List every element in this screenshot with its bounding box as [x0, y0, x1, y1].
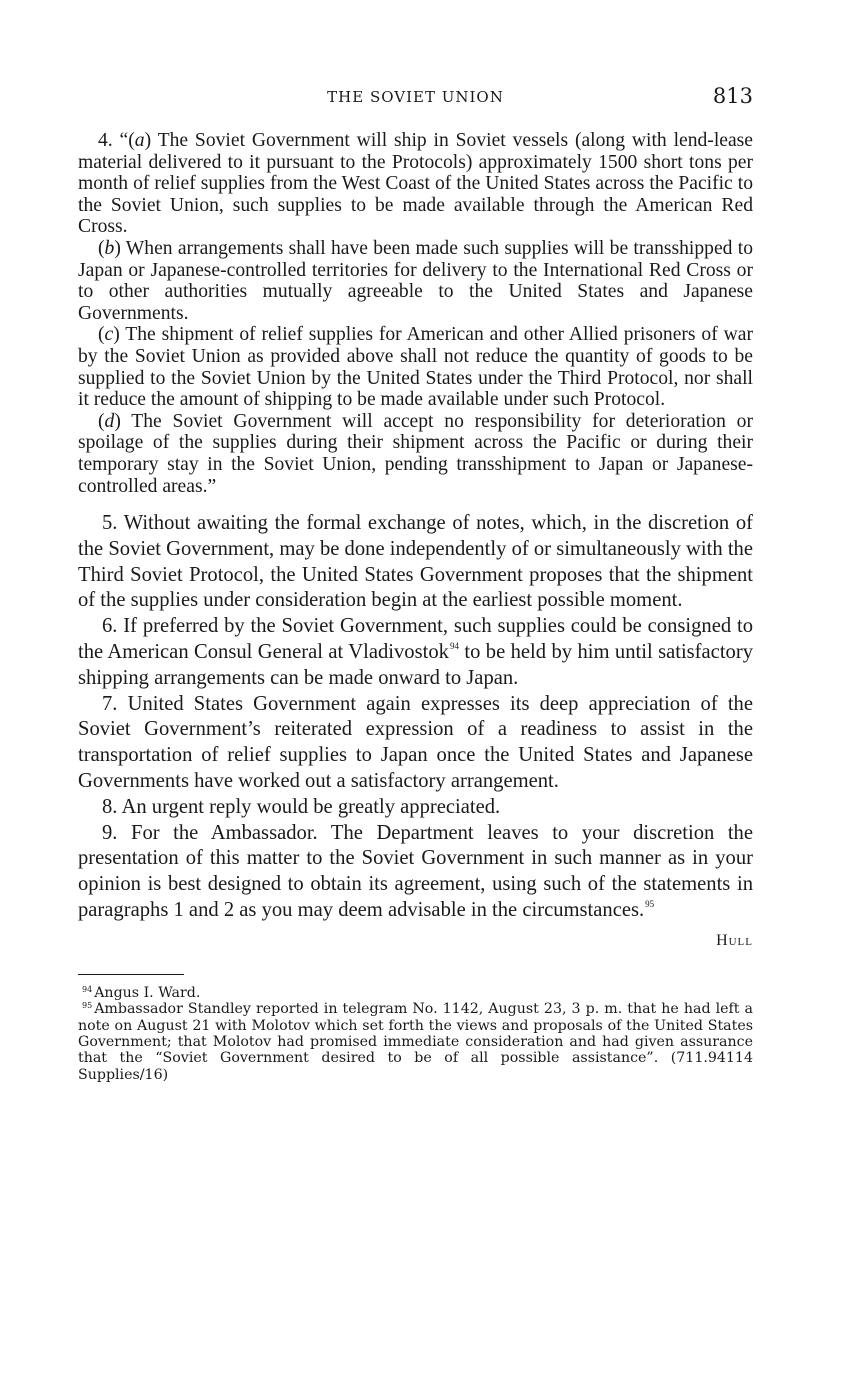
- footnote-95-marker: 95: [82, 1001, 93, 1011]
- footnote-95: [78, 1001, 753, 1083]
- paragraph-7: 7. United States Government again expresses its deep appreciation of the Soviet Government’s reiterated expression of a readiness to assist in the transportation of relief supplies to Japan once the United States and Japanese Governments have worked out a satisfactory arrangement.: [78, 692, 753, 793]
- paragraph-9: [78, 821, 753, 924]
- body-text: [78, 511, 753, 924]
- footnote-94-marker: 94: [82, 984, 93, 994]
- quote-d-letter: d: [104, 410, 115, 432]
- footnote-ref-94[interactable]: 94: [449, 641, 459, 652]
- quoted-terms: [78, 130, 753, 497]
- page-number: 813: [712, 84, 753, 108]
- quote-paragraph-c: (c) The shipment of relief supplies for American and other Allied prisoners of war by the Soviet Union as provided above shall not reduce the quantity of goods to be supplied to the Soviet Union by the United States under the Third Protocol, nor shall it reduce the amount of shipping to be made available under such Protocol.: [78, 324, 753, 411]
- paragraph-6-text: 6. If preferred by the Soviet Government, such supplies could be consigned to the American Consul General at Vladivostok: [78, 615, 753, 664]
- quote-c-letter: c: [104, 324, 114, 346]
- quote-paragraph-d: (d) The Soviet Government will accept no responsibility for deterioration or spoilage of the supplies during their shipment across the Pacific or during their temporary stay in the Soviet Union, pending transshipment to Japan or Japanese-controlled areas.”: [78, 410, 753, 497]
- quote-a-lead: 4. “(: [98, 130, 135, 151]
- signature: Hull: [716, 931, 753, 949]
- footnote-94-text: Angus I. Ward.: [94, 984, 201, 1001]
- quote-paragraph-b: (b) When arrangements shall have been made such supplies will be transshipped to Japan or Japanese-controlled territories for delivery to the International Red Cross or to other authorities mutually agreeable to the United States and Japanese Governments.: [78, 237, 753, 324]
- running-head: [78, 84, 753, 114]
- quote-paragraph-a: [78, 130, 753, 238]
- running-title: THE SOVIET UNION: [327, 88, 504, 106]
- quote-a-letter: a: [134, 130, 145, 151]
- document-page: [78, 0, 753, 1083]
- quote-b-text: ) When arrangements shall have been made such supplies will be transshipped to Japan or Japanese-controlled territories for delivery to the International Red Cross or to other authorities mutually agreeable to the United States and Japanese Governments.: [78, 237, 753, 324]
- paragraph-6: [78, 614, 753, 691]
- paragraph-8: 8. An urgent reply would be greatly appreciated.: [102, 795, 501, 818]
- paragraph-5: 5. Without awaiting the formal exchange of notes, which, in the discretion of the Soviet Government, may be done independently of or simultaneously with the Third Soviet Protocol, the United States Government proposes that the shipment of the supplies under consideration begin at the earliest possible moment.: [78, 512, 753, 612]
- paragraph-9-text: 9. For the Ambassador. The Department leaves to your discretion the presentation of this matter to the Soviet Government in such manner as in your opinion is best designed to obtain its agreement, using such of the statements in paragraphs 1 and 2 as you may deem advisable in the circumstances.: [78, 821, 753, 922]
- footnote-divider: [78, 974, 184, 975]
- paragraph-6-continued: to be held by him until satisfactory shipping arrangements can be made onward to Japan.: [78, 641, 753, 689]
- quote-a-text: ) The Soviet Government will ship in Soviet vessels (along with lend-lease material delivered to it pursuant to the Protocols) approximately 1500 short tons per month of relief supplies from the West Coast of the United States across the Pacific to the Soviet Union, such supplies to be made available through the American Red Cross.: [78, 130, 753, 238]
- footnote-ref-95[interactable]: 95: [645, 899, 655, 910]
- quote-d-text: ) The Soviet Government will accept no responsibility for deterioration or spoilage of the supplies during their shipment across the Pacific or during their temporary stay in the Soviet Union, pending transshipment to Japan or Japanese-controlled areas.”: [78, 410, 753, 497]
- footnotes: [78, 985, 753, 1083]
- footnote-94: [78, 985, 753, 1001]
- quote-b-letter: b: [104, 237, 115, 259]
- footnote-95-text: Ambassador Standley reported in telegram No. 1142, August 23, 3 p. m. that he had left a note on August 21 with Molotov which set forth the views and proposals of the United States Government; that Molotov had promised immediate consideration and had given assurance that the “Soviet Government desired to be of all possible assistance”. (711.94114 Supplies/16): [78, 1001, 753, 1083]
- quote-c-text: ) The shipment of relief supplies for American and other Allied prisoners of war by the Soviet Union as provided above shall not reduce the quantity of goods to be supplied to the Soviet Union by the United States under the Third Protocol, nor shall it reduce the amount of shipping to be made available under such Protocol.: [78, 324, 753, 411]
